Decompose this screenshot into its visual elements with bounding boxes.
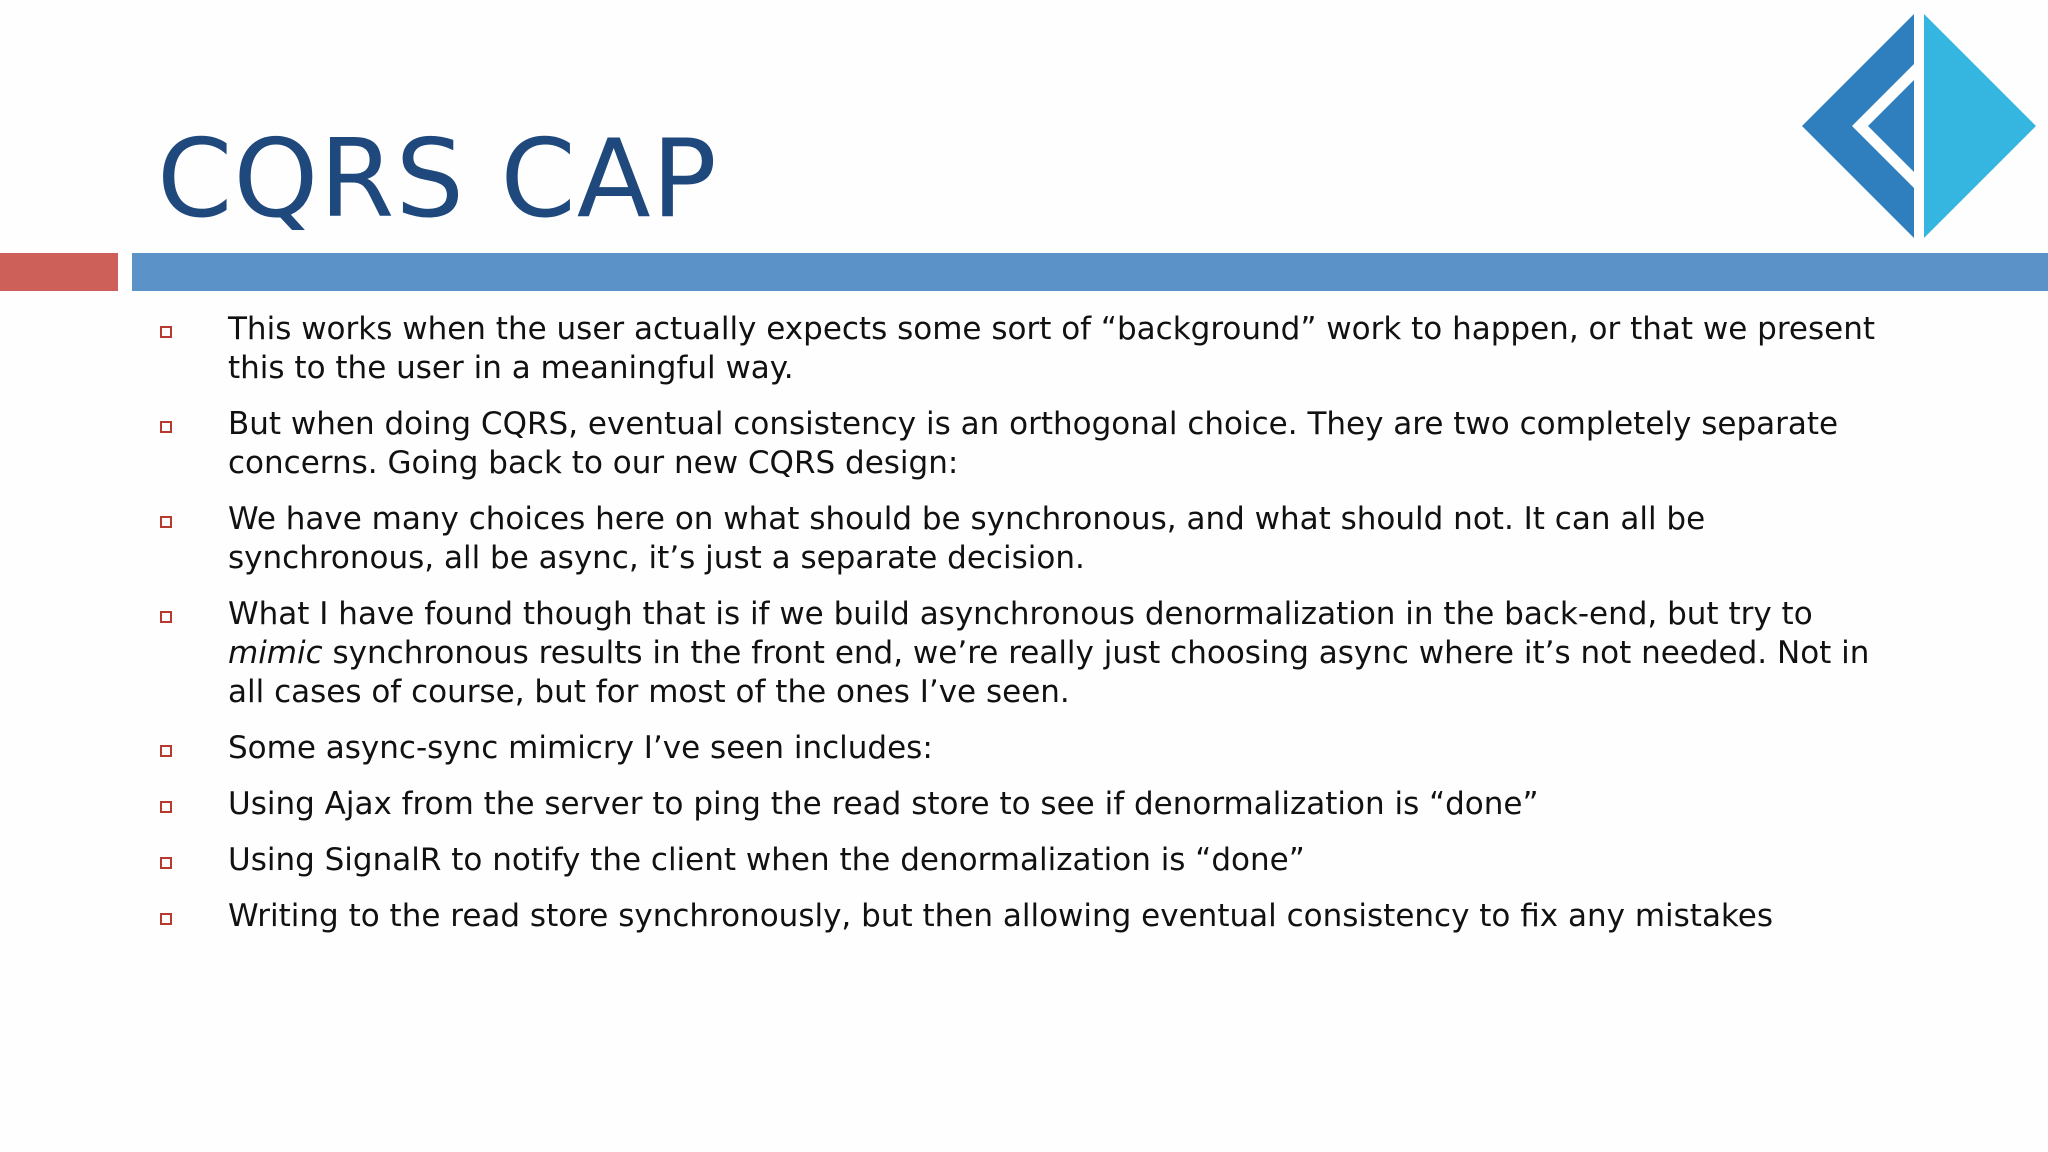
bullet-text: This works when the user actually expects some sort of “background” work to happen, or that we present this to the user in a meaningful way.	[228, 311, 1876, 386]
bullet-item	[160, 405, 1900, 483]
square-bullet-icon	[160, 611, 172, 623]
bullet-text-pre: What I have found though that is if we build asynchronous denormalization in the back-end, but try to	[228, 596, 1813, 632]
bullet-item	[160, 729, 1900, 768]
bullet-text: Using SignalR to notify the client when the denormalization is “done”	[228, 842, 1305, 878]
bullet-text-post: synchronous results in the front end, we’re really just choosing async where it’s not needed. Not in all cases of course, but for most of the ones I’ve seen.	[228, 635, 1870, 710]
square-bullet-icon	[160, 801, 172, 813]
bullet-text: Writing to the read store synchronously, but then allowing eventual consistency to fix any mistakes	[228, 898, 1774, 934]
bullet-text-emphasis: mimic	[228, 635, 323, 671]
bullet-item	[160, 785, 1900, 824]
fsharp-logo-icon	[1800, 12, 2038, 240]
bullet-item	[160, 500, 1900, 578]
square-bullet-icon	[160, 326, 172, 338]
square-bullet-icon	[160, 913, 172, 925]
square-bullet-icon	[160, 516, 172, 528]
accent-bar-red	[0, 253, 118, 291]
bullet-item	[160, 595, 1900, 712]
square-bullet-icon	[160, 745, 172, 757]
bullet-text: Using Ajax from the server to ping the read store to see if denormalization is “done”	[228, 786, 1539, 822]
bullet-text: Some async-sync mimicry I’ve seen includes:	[228, 730, 933, 766]
bullet-text: But when doing CQRS, eventual consistency is an orthogonal choice. They are two completely separate concerns. Going back to our new CQRS design:	[228, 406, 1839, 481]
bullet-item	[160, 310, 1900, 388]
square-bullet-icon	[160, 857, 172, 869]
square-bullet-icon	[160, 421, 172, 433]
accent-bar-blue	[132, 253, 2048, 291]
bullet-item	[160, 841, 1900, 880]
slide-title: CQRS CAP	[157, 117, 718, 242]
bullet-list	[160, 310, 1900, 953]
bullet-item	[160, 897, 1900, 936]
bullet-text: We have many choices here on what should be synchronous, and what should not. It can all be synchronous, all be async, it’s just a separate decision.	[228, 501, 1706, 576]
